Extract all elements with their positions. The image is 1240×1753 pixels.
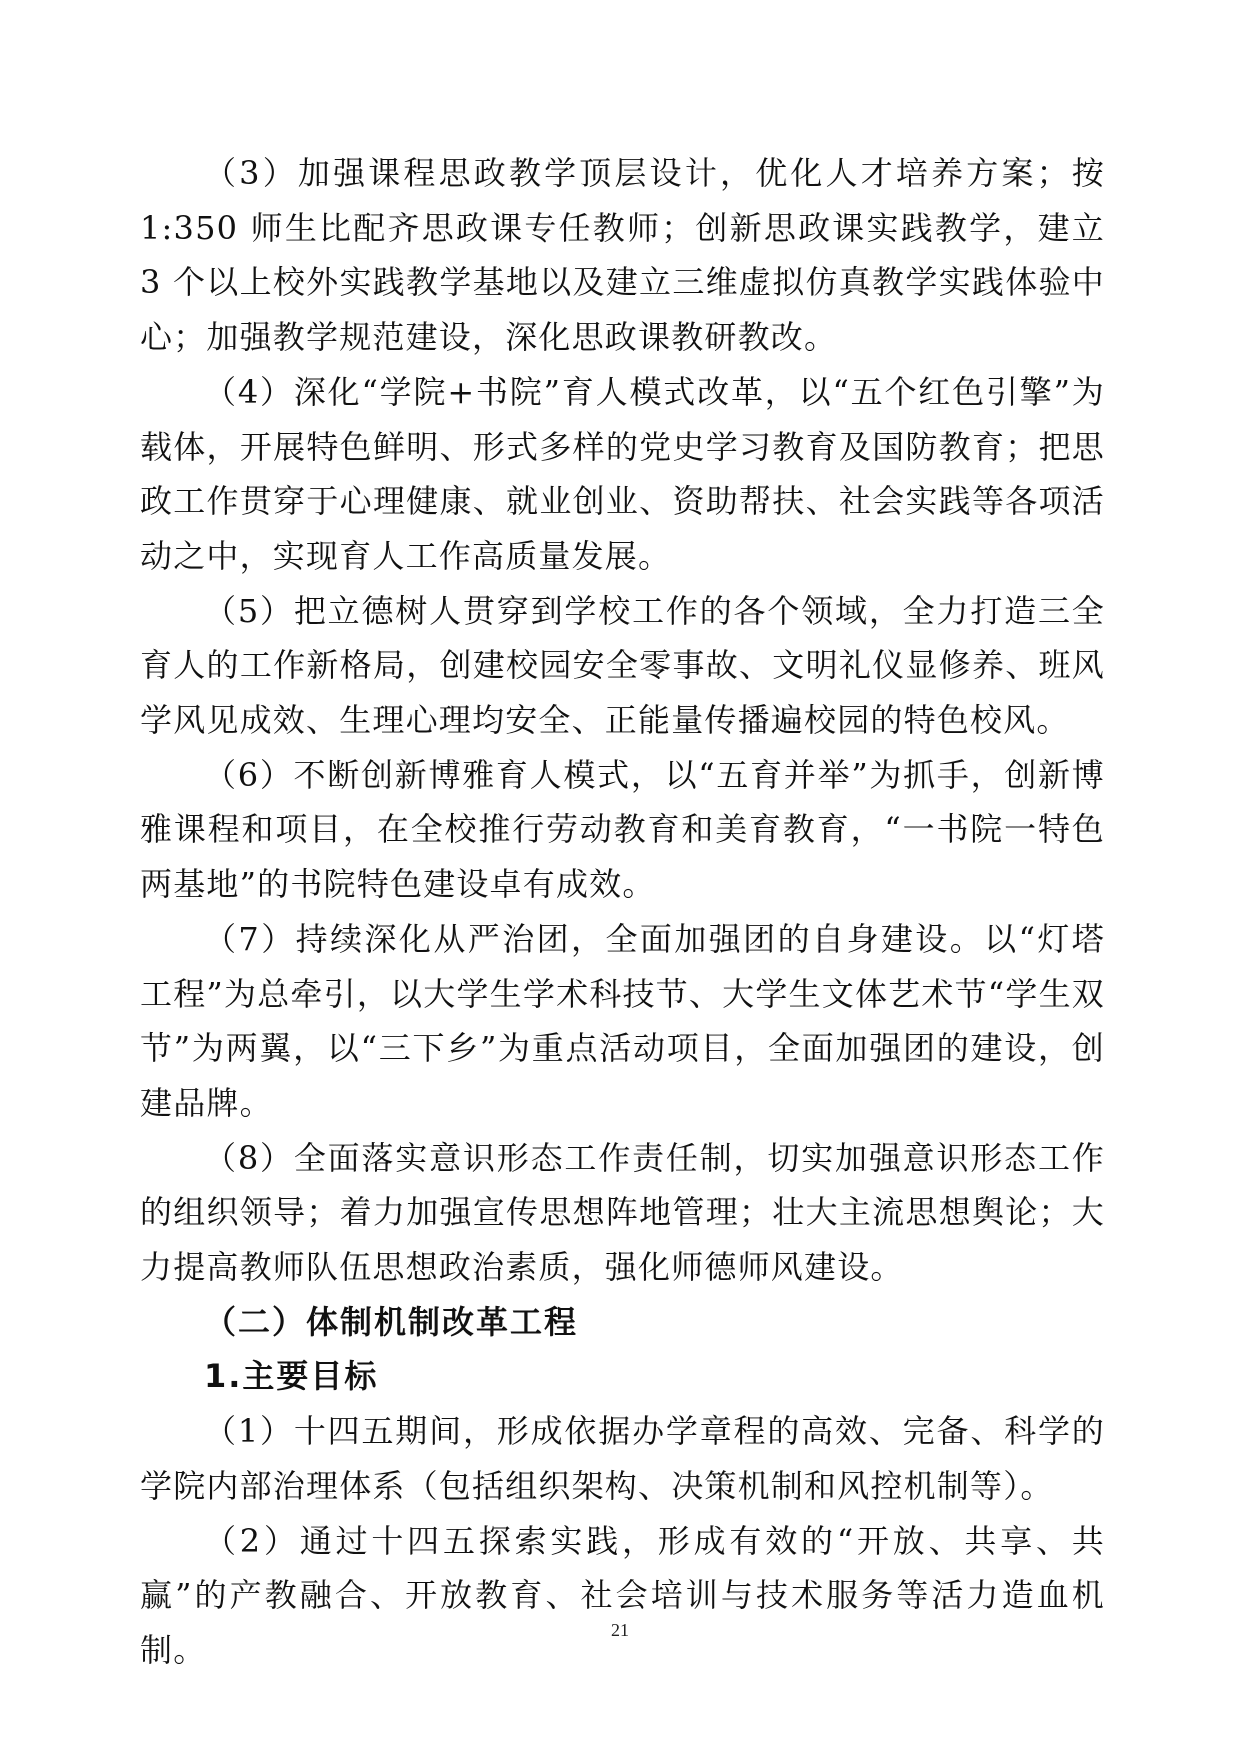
paragraph-item-6: （6）不断创新博雅育人模式，以“五育并举”为抓手，创新博雅课程和项目，在全校推行劳动教育和美育教育，“一书院一特色两基地”的书院特色建设卓有成效。 <box>140 755 1105 904</box>
page-number: 21 <box>611 1620 629 1640</box>
paragraph-item-5: （5）把立德树人贯穿到学校工作的各个领域，全力打造三全育人的工作新格局，创建校园安全零事故、文明礼仪显修养、班风学风见成效、生理心理均安全、正能量传播遍校园的特色校风。 <box>140 591 1105 740</box>
subsection-heading: 1.主要目标 <box>204 1357 379 1396</box>
paragraph-item-3: （3）加强课程思政教学顶层设计，优化人才培养方案；按 1:350 师生比配齐思政课专任教师；创新思政课实践教学，建立 3 个以上校外实践教学基地以及建立三维虚拟仿真教学实践体验中心；加强教学规范建设，深化思政课教研教改。 <box>140 154 1105 357</box>
paragraph-item-7: （7）持续深化从严治团，全面加强团的自身建设。以“灯塔工程”为总牵引，以大学生学术科技节、大学生文体艺术节“学生双节”为两翼，以“三下乡”为重点活动项目，全面加强团的建设，创建品牌。 <box>140 919 1105 1122</box>
goal-item-1: （1）十四五期间，形成依据办学章程的高效、完备、科学的学院内部治理体系（包括组织架构、决策机制和风控机制等）。 <box>140 1412 1105 1505</box>
paragraph-item-4: （4）深化“学院+书院”育人模式改革，以“五个红色引擎”为载体，开展特色鲜明、形式多样的党史学习教育及国防教育；把思政工作贯穿于心理健康、就业创业、资助帮扶、社会实践等各项活动之中，实现育人工作高质量发展。 <box>140 372 1105 575</box>
section-heading: （二）体制机制改革工程 <box>204 1302 579 1341</box>
goal-item-2: （2）通过十四五探索实践，形成有效的“开放、共享、共赢”的产教融合、开放教育、社会培训与技术服务等活力造血机制。 <box>140 1521 1105 1669</box>
paragraph-item-8: （8）全面落实意识形态工作责任制，切实加强意识形态工作的组织领导；着力加强宣传思想阵地管理；壮大主流思想舆论；大力提高教师队伍思想政治素质，强化师德师风建设。 <box>140 1138 1105 1287</box>
document-body <box>140 146 1105 1678</box>
